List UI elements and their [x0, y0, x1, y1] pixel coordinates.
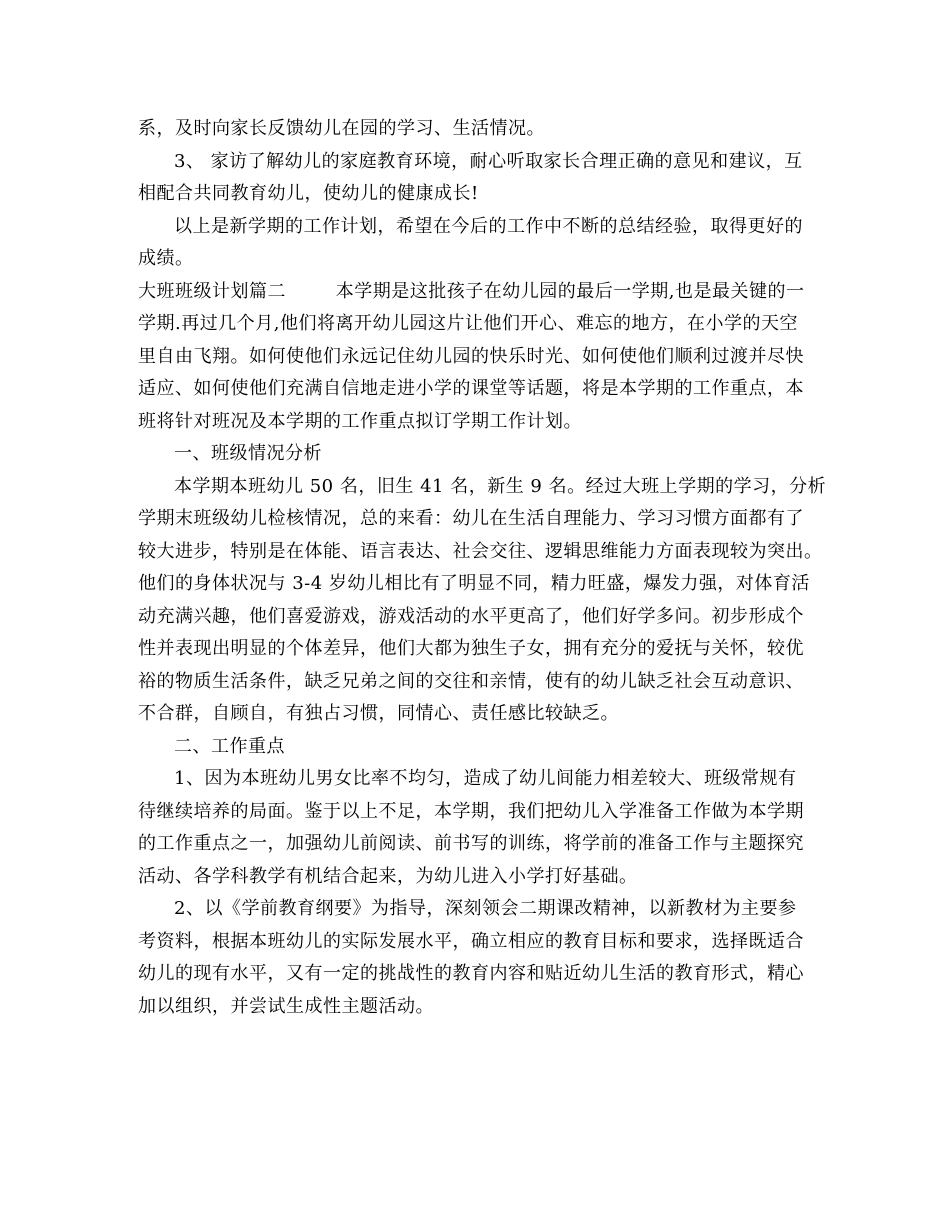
text-line: 活动、各学科教学有机结合起来，为幼儿进入小学打好基础。 [138, 865, 638, 887]
text-line: 本学期本班幼儿 50 名，旧生 41 名，新生 9 名。经过大班上学期的学习，分析 [174, 475, 827, 497]
text-line: 性并表现出明显的个体差异，他们大都为独生子女，拥有充分的爱抚与关怀，较优 [138, 638, 804, 659]
document-body [138, 113, 827, 1023]
text-line: 成绩。 [138, 248, 194, 269]
text-line: 适应、如何使他们充满自信地走进小学的课堂等话题，将是本学期的工作重点，本 [138, 378, 804, 399]
section-heading-line: 大班班级计划篇二 本学期是这批孩子在幼儿园的最后一学期,也是最关键的一 [138, 280, 805, 302]
text-line: 里自由飞翔。如何使他们永远记住幼儿园的快乐时光、如何使他们顺利过渡并尽快 [138, 345, 804, 367]
text-line: 学期末班级幼儿检核情况，总的来看：幼儿在生活自理能力、学习习惯方面都有了 [138, 508, 804, 529]
text-line: 相配合共同教育幼儿，使幼儿的健康成长! [138, 183, 479, 204]
text-line: 他们的身体状况与 3-4 岁幼儿相比有了明显不同，精力旺盛，爆发力强，对体育活 [138, 573, 810, 594]
text-line: 班将针对班况及本学期的工作重点拟订学期工作计划。 [138, 410, 582, 432]
text-line: 不合群，自顾自，有独占习惯，同情心、责任感比较缺乏。 [138, 703, 619, 724]
text-line: 裕的物质生活条件，缺乏兄弟之间的交往和亲情，使有的幼儿缺乏社会互动意识、 [138, 670, 804, 692]
text-line: 加以组织，并尝试生成性主题活动。 [138, 995, 434, 1017]
text-line: 待继续培养的局面。鉴于以上不足，本学期，我们把幼儿入学准备工作做为本学期 [138, 800, 804, 822]
text-line: 系，及时向家长反馈幼儿在园的学习、生活情况。 [138, 118, 545, 139]
text-line: 考资料，根据本班幼儿的实际发展水平，确立相应的教育目标和要求，选择既适合 [138, 930, 804, 952]
text-line: 2、以《学前教育纲要》为指导，深刻领会二期课改精神，以新教材为主要参 [174, 898, 797, 919]
text-line: 幼儿的现有水平，又有一定的挑战性的教育内容和贴近幼儿生活的教育形式，精心 [138, 963, 804, 984]
text-line: 动充满兴趣，他们喜爱游戏，游戏活动的水平更高了，他们好学多问。初步形成个 [138, 605, 804, 627]
text-line: 1、因为本班幼儿男女比率不均匀，造成了幼儿间能力相差较大、班级常规有 [174, 768, 797, 789]
text-line: 较大进步，特别是在体能、语言表达、社会交往、逻辑思维能力方面表现较为突出。 [138, 540, 823, 562]
text-line: 以上是新学期的工作计划，希望在今后的工作中不断的总结经验，取得更好的 [174, 215, 803, 237]
text-line: 3、 家访了解幼儿的家庭教育环境，耐心听取家长合理正确的意见和建议，互 [174, 150, 803, 172]
section-title: 二、工作重点 [174, 735, 285, 757]
section-title: 一、班级情况分析 [174, 443, 322, 464]
text-line: 学期.再过几个月,他们将离开幼儿园这片让他们开心、难忘的地方，在小学的天空 [138, 313, 798, 334]
text-line: 的工作重点之一，加强幼儿前阅读、前书写的训练，将学前的准备工作与主题探究 [138, 833, 804, 854]
